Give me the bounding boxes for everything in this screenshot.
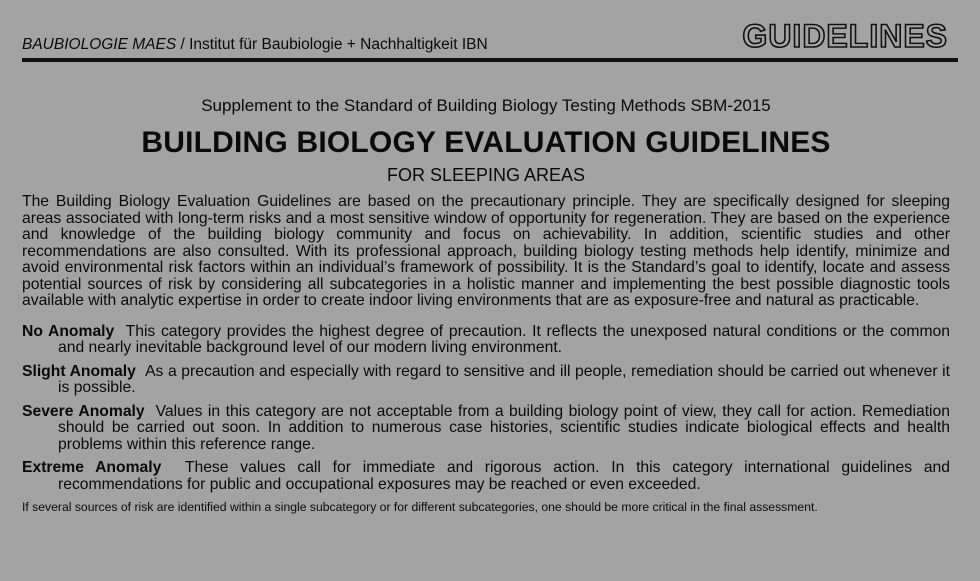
supplement-line: Supplement to the Standard of Building Biology Testing Methods SBM-2015: [201, 96, 771, 115]
header-separator: /: [180, 36, 185, 53]
intro-paragraph: The Building Biology Evaluation Guidelines are based on the precautionary principle. They are specifically designed for sleeping areas associated with long-term risks and a most sensitive window of opportunity for regeneration. They are based on the experience and knowledge of the building biology community and focus on achievability. In addition, scientific studies and other recommendations are also consulted. With its professional approach, building biology testing methods help identify, minimize and avoid environmental risk factors within an individual’s framework of possibility. It is the Standard’s goal to identify, locate and assess potential sources of risk by considering all subcategories in a holistic manner and implementing the best possible diagnostic tools available with analytic expertise in order to create indoor living environments that are as exposure-free and natural as practicable.: [22, 193, 950, 309]
guidelines-badge: GUIDELINES: [742, 18, 948, 54]
category-slight-anomaly: [22, 364, 950, 397]
category-extreme-anomaly: [22, 460, 950, 493]
category-description: This category provides the highest degree of precaution. It reflects the unexposed natural conditions or the common and nearly inevitable background level of our modern living environment.: [58, 322, 950, 356]
category-label: Severe Anomaly: [22, 402, 145, 420]
category-label: Extreme Anomaly: [22, 459, 162, 476]
category-label: No Anomaly: [22, 322, 115, 340]
category-description: These values call for immediate and rigorous action. In this category international guidelines and recommendations for public and occupational exposures may be reached or even exceeded.: [58, 459, 950, 493]
category-severe-anomaly: [22, 404, 950, 454]
category-description: As a precaution and especially with regard to sensitive and ill people, remediation should be carried out whenever it is possible.: [58, 362, 950, 396]
institute-name: Institut für Baubiologie + Nachhaltigkeit IBN: [189, 36, 488, 53]
category-description: Values in this category are not acceptable from a building biology point of view, they call for action. Remediation should be carried out soon. In addition to numerous case histories, scientific studies indicate biological effects and health problems within this reference range.: [58, 402, 950, 453]
page-header: [22, 0, 958, 64]
footnote: If several sources of risk are identified within a single subcategory or for different subcategories, one should be more critical in the final assessment.: [22, 500, 818, 514]
document-title: BUILDING BIOLOGY EVALUATION GUIDELINES: [141, 126, 831, 159]
category-no-anomaly: [22, 324, 950, 357]
header-divider: [22, 58, 958, 62]
organization-name: BAUBIOLOGIE MAES: [22, 36, 177, 53]
document-body: [22, 96, 950, 514]
document-subtitle: FOR SLEEPING AREAS: [386, 165, 586, 185]
header-organization-line: [22, 36, 488, 54]
category-label: Slight Anomaly: [22, 362, 136, 380]
anomaly-category-list: [22, 324, 950, 494]
